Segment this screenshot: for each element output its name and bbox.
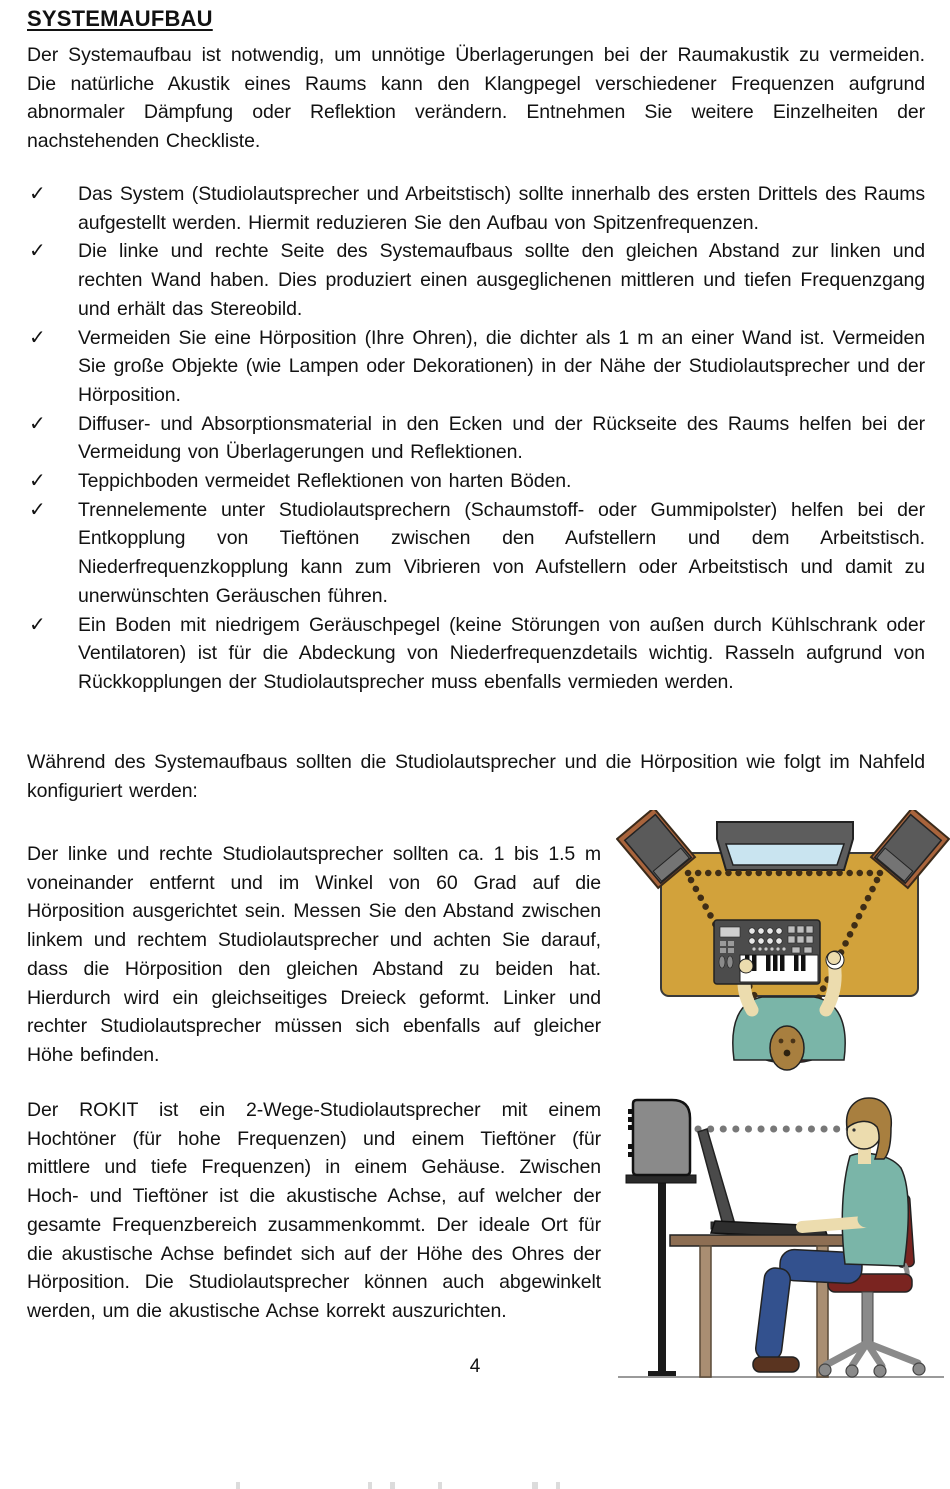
checklist-item [27,180,925,237]
checkmark-icon: ✓ [29,412,46,435]
page-number: 4 [469,1356,481,1377]
checkmark-icon: ✓ [29,498,46,521]
left-hand [739,959,753,973]
computer-monitor-top-view [717,822,853,870]
next-page-cutoff-text [0,1478,950,1489]
checklist-item-text: Das System (Studiolautsprecher und Arbeitstisch) sollte innerhalb des ersten Drittels des Raums aufgestellt werden. Hiermit reduzieren Sie den Aufbau von Spitzenfrequenzen. [78,183,925,234]
right-hand [828,952,841,965]
checklist-item [27,410,925,467]
desk-side-top [670,1235,846,1246]
checklist-item-text: Teppichboden vermeidet Reflektionen von harten Böden. [78,470,572,493]
nearfield-paragraph: Während des Systemaufbaus sollten die Studiolautsprecher und die Hörposition wie folgt im Nahfeld konfiguriert werden: [27,751,925,802]
checklist-item [27,496,925,611]
checklist-item [27,467,925,496]
intro-paragraph: Der Systemaufbau ist notwendig, um unnötige Überlagerungen bei der Raumakustik zu vermeiden. Die natürliche Akustik eines Raums kann den Klangpegel verschiedener Frequenzen aufgrund abnormaler Dämpfung oder Reflektion verändern. Entnehmen Sie weitere Einzelheiten der nachstehenden Checkliste. [27,44,925,153]
top-view-illustration [616,810,950,1076]
checkmark-icon: ✓ [29,470,46,493]
person-head-top [770,1026,804,1070]
checkmark-icon: ✓ [29,613,46,636]
midi-keyboard [714,920,820,984]
rokit-paragraph: Der ROKIT ist ein 2-Wege-Studiolautsprecher mit einem Hochtöner (für hohe Frequenzen) und einem Tieftöner (für mittlere und tiefe Frequenzen) in einem Gehäuse. Zwischen Hoch- und Tieftöner ist die akustische Achse, auf welcher der gesamte Frequenzbereich zusammenkommt. Der ideale Ort für die akustische Achse befindet sich auf der Höhe des Ohres der Hörposition. Die Studiolautsprecher können auch abgewinkelt werden, um die akustische Achse korrekt auszurichten. [27,1099,601,1322]
checklist-item-text: Ein Boden mit niedrigem Geräuschpegel (keine Störungen von außen durch Kühlschrank oder Ventilatoren) ist für die Abdeckung von Niederfrequenzdetails wichtig. Rasseln aufgrund von Rückkopplungen der Studiolautsprecher muss ebenfalls vermieden werden. [78,613,925,693]
studio-monitor-side [628,1100,690,1175]
checklist-item [27,237,925,323]
checkmark-icon: ✓ [29,240,46,263]
page-title: SYSTEMAUFBAU [27,6,213,31]
checklist-item-text: Die linke und rechte Seite des Systemaufbaus sollte den gleichen Abstand zur linken und rechten Wand haben. Dies produziert einen ausgeglichenen mittleren und tiefen Frequenzgang und erhält das Stereobild. [78,240,925,320]
side-view-illustration [612,1092,950,1386]
speaker-stand-pole [658,1182,666,1374]
checkmark-icon: ✓ [29,326,46,349]
checklist-item [27,324,925,410]
checklist-item-text: Trennelemente unter Studiolautsprechern (Schaumstoff- oder Gummipolster) helfen bei der Entkopplung von Tieftönen zwischen den Aufstellern und dem Arbeitstisch. Niederfrequenzkopplung kann zum Vibrieren von Aufstellern oder Arbeitstisch und damit zu unerwünschten Geräuschen führen. [78,498,925,607]
setup-checklist [27,180,925,697]
computer-monitor-side [698,1129,735,1229]
checkmark-icon: ✓ [29,183,46,205]
speaker-triangle-paragraph: Der linke und rechte Studiolautsprecher sollten ca. 1 bis 1.5 m voneinander entfernt und im Winkel von 60 Grad auf die Hörposition ausgerichtet sein. Messen Sie den Abstand zwischen linkem und rechtem Studiolautsprecher und achten Sie darauf, dass die Hörposition den gleichen Abstand zu beiden hat. Hierdurch wird ein gleichseitiges Dreieck geformt. Linker und rechter Studiolautsprecher müssen sich ebenfalls auf gleicher Höhe befinden. [27,843,601,1066]
checklist-item-text: Vermeiden Sie eine Hörposition (Ihre Ohren), die dichter als 1 m an einer Wand ist. Vermeiden Sie große Objekte (wie Lampen oder Dekorationen) in der Nähe der Studiolautsprecher und der Hörposition. [78,326,925,406]
checklist-item-text: Diffuser- und Absorptionsmaterial in den Ecken und der Rückseite des Raums helfen bei der Vermeidung von Überlagerungen und Reflektionen. [78,412,925,464]
checklist-item [27,611,925,697]
